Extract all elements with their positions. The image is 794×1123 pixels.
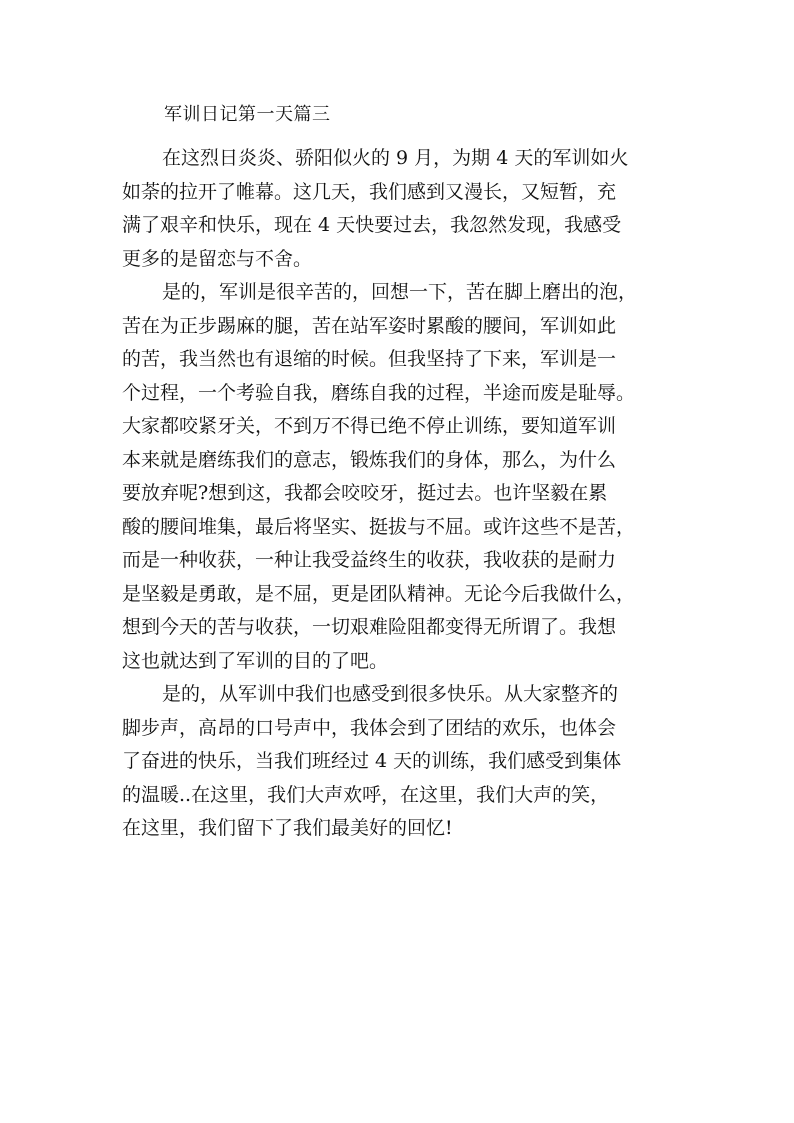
paragraph-line: 脚步声，高昂的口号声中，我体会到了团结的欢乐，也体会 — [122, 716, 617, 739]
paragraph-line: 酸的腰间堆集，最后将坚实、挺拔与不屈。或许这些不是苦， — [122, 515, 636, 538]
paragraph-line: 要放弃呢?想到这，我都会咬咬牙，挺过去。也许坚毅在累 — [122, 482, 608, 504]
paragraph-line: 的温暖..在这里，我们大声欢呼，在这里，我们大声的笑， — [122, 783, 610, 806]
document-title: 军训日记第一天篇三 — [164, 104, 331, 125]
paragraph-line: 更多的是留恋与不舍。 — [122, 247, 313, 270]
paragraph-1 — [122, 142, 694, 276]
paragraph-line: 在这里，我们留下了我们最美好的回忆! — [122, 817, 453, 839]
paragraph-line: 想到今天的苦与收获，一切艰难险阻都变得无所谓了。我想 — [122, 616, 617, 638]
paragraph-line: 而是一种收获，一种让我受益终生的收获，我收获的是耐力 — [122, 549, 617, 571]
paragraph-line: 本来就是磨练我们的意志，锻炼我们的身体，那么，为什么 — [122, 448, 617, 471]
paragraph-line: 苦在为正步踢麻的腿，苦在站军姿时累酸的腰间，军训如此 — [122, 314, 617, 337]
paragraph-line: 了奋进的快乐，当我们班经过 4 天的训练，我们感受到集体 — [122, 750, 622, 772]
paragraph-line: 个过程，一个考验自我，磨练自我的过程，半途而废是耻辱。 — [122, 381, 636, 404]
paragraph-line: 这也就达到了军训的目的了吧。 — [122, 649, 389, 672]
paragraph-line: 在这烈日炎炎、骄阳似火的 9 月，为期 4 天的军训如火 — [162, 147, 629, 169]
paragraph-line: 如荼的拉开了帷幕。这几天，我们感到又漫长，又短暂，充 — [122, 180, 617, 203]
paragraph-line: 大家都咬紧牙关，不到万不得已绝不停止训练，要知道军训 — [122, 415, 617, 437]
paragraph-2 — [122, 276, 694, 678]
paragraph-line: 是的，从军训中我们也感受到很多快乐。从大家整齐的 — [162, 683, 619, 705]
paragraph-3 — [122, 678, 694, 846]
paragraph-line: 的苦，我当然也有退缩的时候。但我坚持了下来，军训是一 — [122, 348, 617, 370]
paragraph-line: 满了艰辛和快乐，现在 4 天快要过去，我忽然发现，我感受 — [122, 214, 622, 236]
paragraph-line: 是坚毅是勇敢，是不屈，更是团队精神。无论今后我做什么， — [122, 582, 636, 605]
paragraph-line: 是的，军训是很辛苦的，回想一下，苦在脚上磨出的泡， — [162, 281, 638, 303]
document-body — [122, 142, 694, 846]
